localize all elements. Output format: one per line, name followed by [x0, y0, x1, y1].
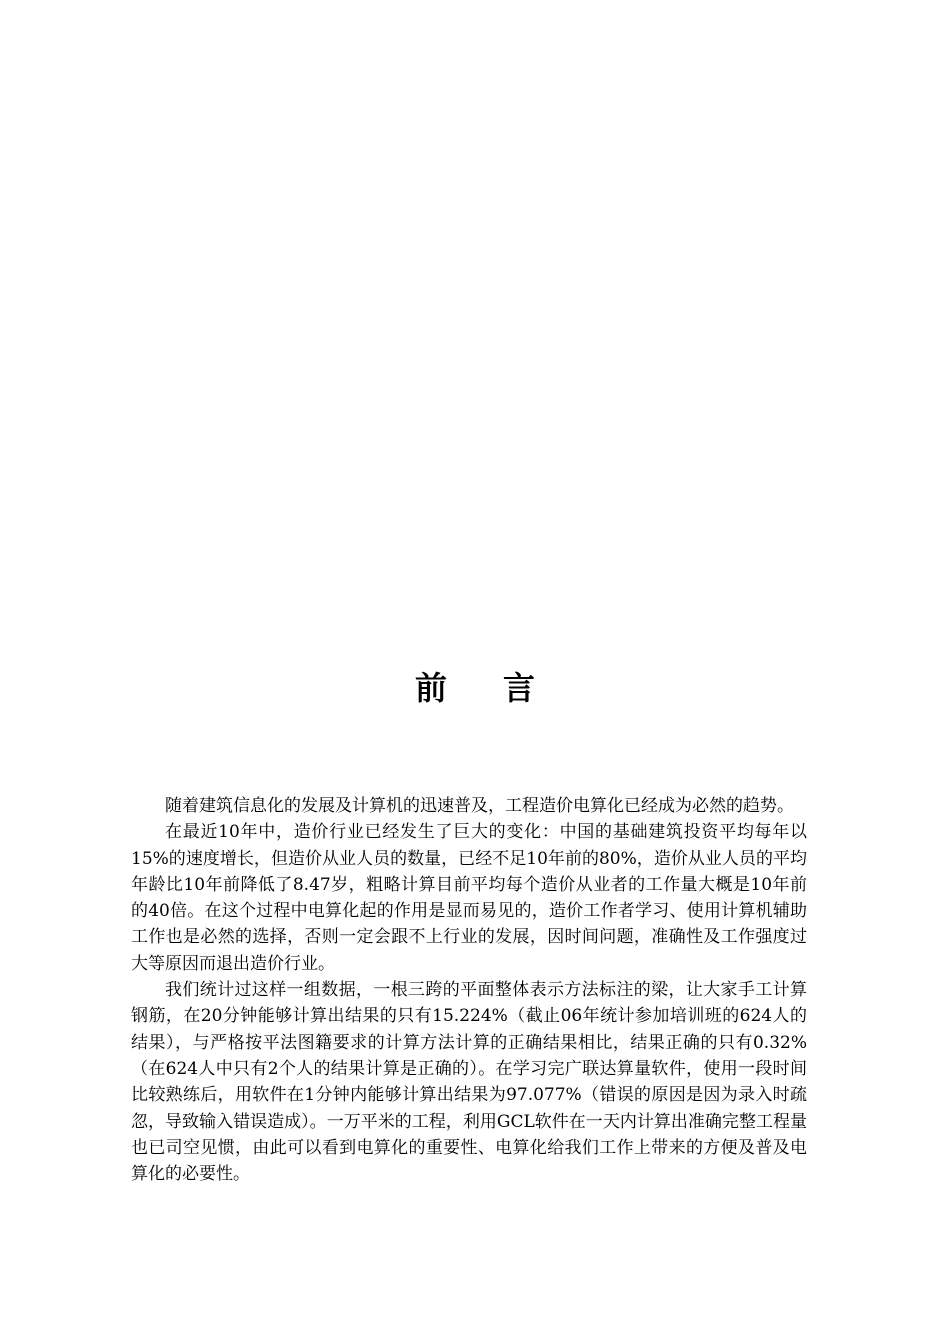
preface-body [131, 793, 807, 1187]
paragraph-1: 随着建筑信息化的发展及计算机的迅速普及，工程造价电算化已经成为必然的趋势。 [165, 796, 794, 816]
paragraph-2: 在最近10年中，造价行业已经发生了巨大的变化：中国的基础建筑投资平均每年以15%的速度增长，但造价从业人员的数量，已经不足10年前的80%，造价从业人员的平均年龄比10年前降低了8.47岁，粗略计算目前平均每个造价从业者的工作量大概是10年前的40倍。在这个过程中电算化起的作用是显而易见的，造价工作者学习、使用计算机辅助工作也是必然的选择，否则一定会跟不上行业的发展，因时间问题，准确性及工作强度过大等原因而退出造价行业。 [131, 822, 807, 974]
title-char-2: 言 [503, 669, 536, 707]
paragraph-3: 我们统计过这样一组数据，一根三跨的平面整体表示方法标注的梁，让大家手工计算钢筋，在20分钟能够计算出结果的只有15.224%（截止06年统计参加培训班的624人的结果），与严格按平法图籍要求的计算方法计算的正确结果相比，结果正确的只有0.32%（在624人中只有2个人的结果计算是正确的）。在学习完广联达算量软件，使用一段时间比较熟练后，用软件在1分钟内能够计算出结果为97.077%（错误的原因是因为录入时疏忽，导致输入错误造成）。一万平米的工程，利用GCL软件在一天内计算出准确完整工程量也已司空见惯，由此可以看到电算化的重要性、电算化给我们工作上带来的方便及普及电算化的必要性。 [131, 980, 807, 1185]
title-char-1: 前 [414, 669, 447, 707]
page-title [0, 668, 950, 708]
